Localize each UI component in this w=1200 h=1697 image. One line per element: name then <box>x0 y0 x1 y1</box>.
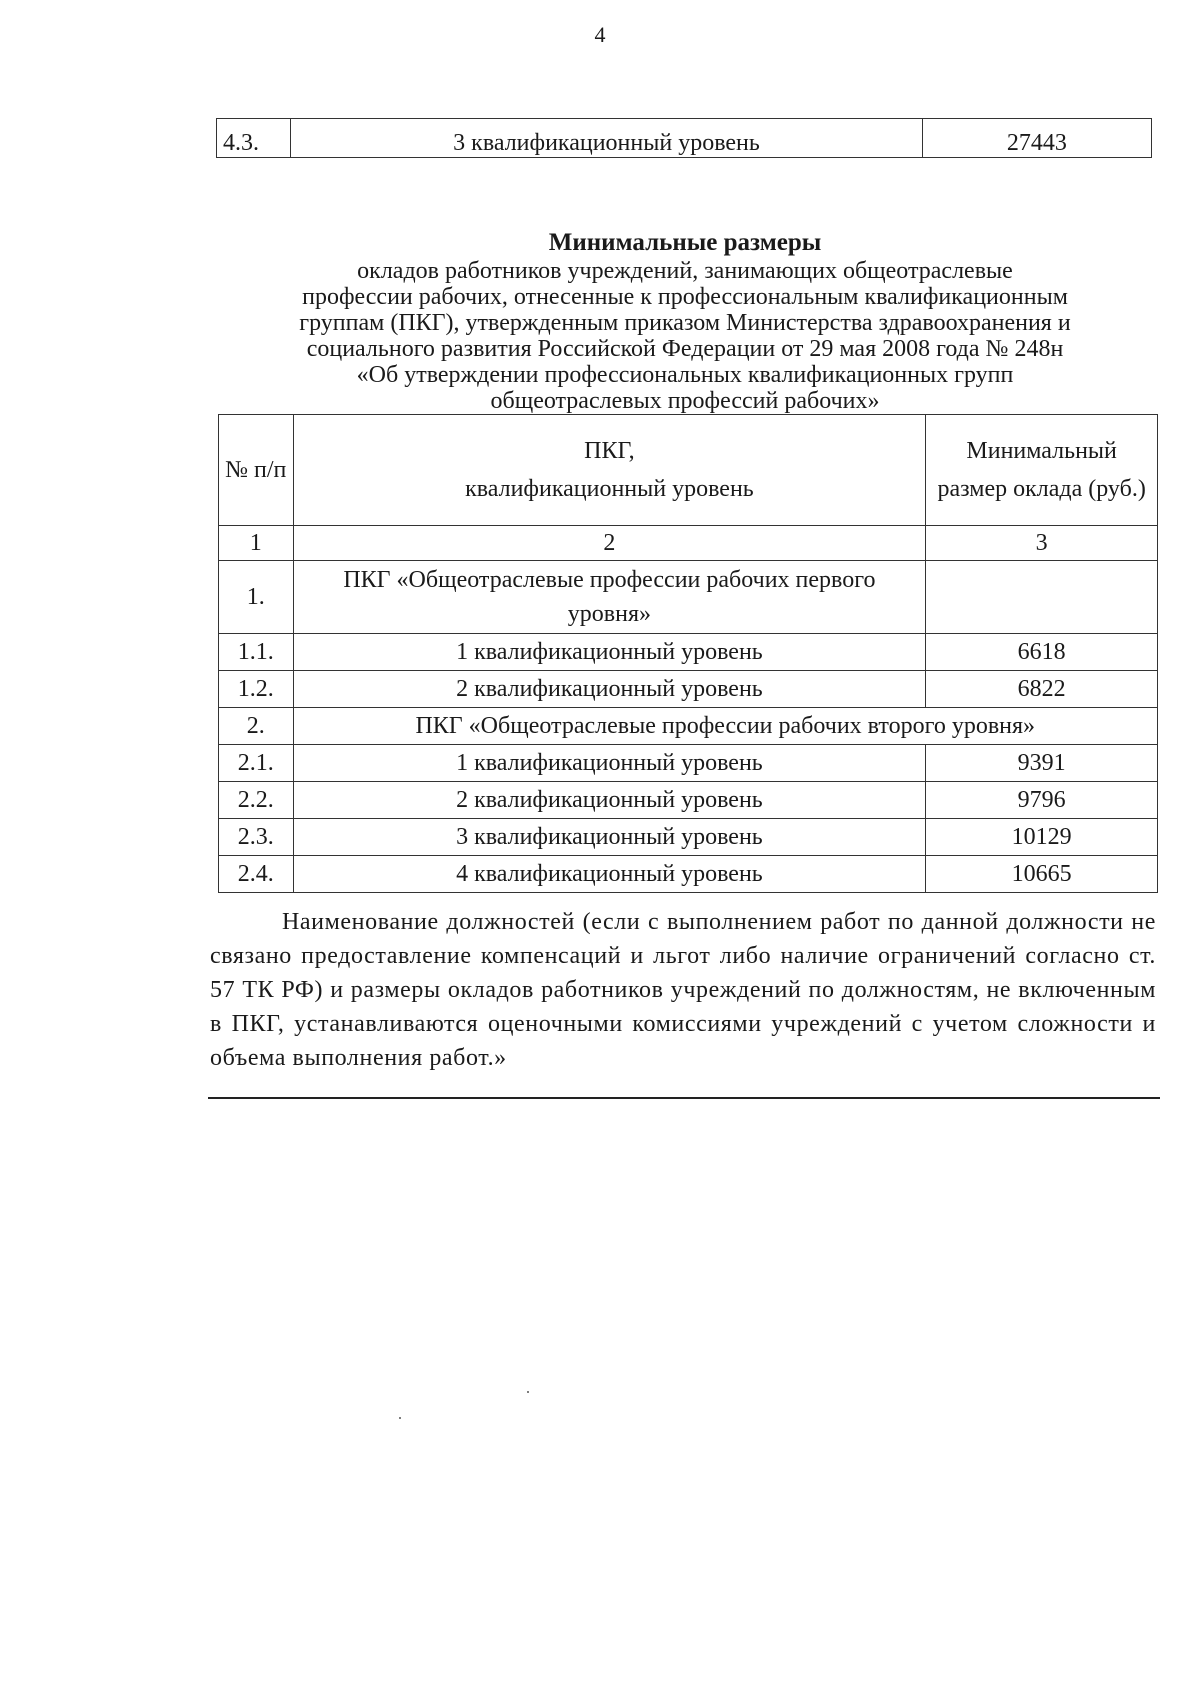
header-name-line-1: ПКГ, <box>584 438 635 464</box>
row-name: 2 квалификационный уровень <box>293 671 926 708</box>
table-row <box>219 671 1158 708</box>
row-name: 3 квалификационный уровень <box>291 119 922 158</box>
heading-line-2: профессии рабочих, отнесенные к профессиональным квалификационным <box>302 284 1068 310</box>
heading-line-1: окладов работников учреждений, занимающих общеотраслевые <box>357 258 1013 284</box>
header-name <box>293 415 926 526</box>
row-value: 9796 <box>926 782 1158 819</box>
table-row <box>219 856 1158 893</box>
section-heading <box>210 228 1160 414</box>
continuation-table <box>216 118 1152 158</box>
table-row <box>219 745 1158 782</box>
heading-line-3: группам (ПКГ), утвержденным приказом Министерства здравоохранения и <box>299 310 1071 336</box>
row-name: 4 квалификационный уровень <box>293 856 926 893</box>
header-number: № п/п <box>219 415 294 526</box>
row-value: 10665 <box>926 856 1158 893</box>
row-name: 1 квалификационный уровень <box>293 745 926 782</box>
row-value: 9391 <box>926 745 1158 782</box>
group-number: 2. <box>219 708 294 745</box>
group-row <box>219 561 1158 634</box>
row-value: 10129 <box>926 819 1158 856</box>
group-name: ПКГ «Общеотраслевые профессии рабочих первого уровня» <box>293 561 926 634</box>
scan-speck <box>527 1391 529 1393</box>
group-value <box>926 561 1158 634</box>
row-name: 1 квалификационный уровень <box>293 634 926 671</box>
table-row <box>217 119 1152 158</box>
row-value: 6618 <box>926 634 1158 671</box>
row-name: 3 квалификационный уровень <box>293 819 926 856</box>
page-number: 4 <box>594 22 606 47</box>
table-header-row <box>219 415 1158 526</box>
group-number: 1. <box>219 561 294 634</box>
body-paragraph: Наименование должностей (если с выполнением работ по данной должности не связано предоставление компенсаций и льгот либо наличие ограничений согласно ст. 57 ТК РФ) и размеры окладов работников учреждений по должностям, не включенным в ПКГ, устанавливаются оценочными комиссиями учреждений с учетом сложности и объема выполнения работ.» <box>210 909 1156 1071</box>
row-number: 2.2. <box>219 782 294 819</box>
salary-table <box>218 414 1158 893</box>
column-index-1: 1 <box>219 526 294 561</box>
table-row <box>219 782 1158 819</box>
table-row <box>219 634 1158 671</box>
row-value: 6822 <box>926 671 1158 708</box>
row-name: 2 квалификационный уровень <box>293 782 926 819</box>
heading-line-6: общеотраслевых профессий рабочих» <box>490 388 880 414</box>
table-row <box>219 819 1158 856</box>
header-name-line-2: квалификационный уровень <box>465 476 754 502</box>
row-number: 2.1. <box>219 745 294 782</box>
row-value: 27443 <box>922 119 1151 158</box>
divider <box>208 1097 1160 1099</box>
heading-line-5: «Об утверждении профессиональных квалификационных групп <box>356 362 1014 388</box>
column-index-3: 3 <box>926 526 1158 561</box>
column-index-2: 2 <box>293 526 926 561</box>
row-number: 1.1. <box>219 634 294 671</box>
heading-title: Минимальные размеры <box>548 229 822 256</box>
row-number: 2.4. <box>219 856 294 893</box>
header-value: Минимальный размер оклада (руб.) <box>926 415 1158 526</box>
group-name: ПКГ «Общеотраслевые профессии рабочих второго уровня» <box>293 708 1158 745</box>
row-number: 1.2. <box>219 671 294 708</box>
row-number: 4.3. <box>217 119 291 158</box>
column-index-row <box>219 526 1158 561</box>
scan-speck <box>399 1417 401 1419</box>
heading-line-4: социального развития Российской Федерации от 29 мая 2008 года № 248н <box>306 336 1064 362</box>
row-number: 2.3. <box>219 819 294 856</box>
group-row <box>219 708 1158 745</box>
